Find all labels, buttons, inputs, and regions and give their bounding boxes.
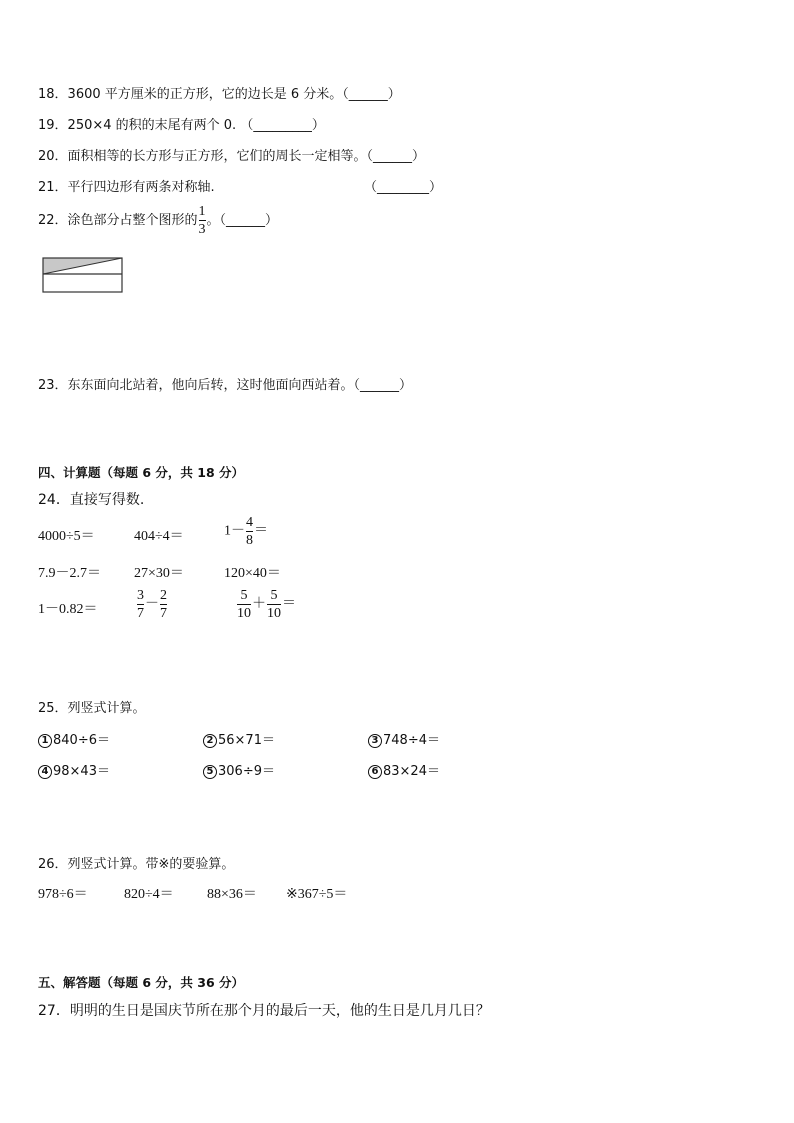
fraction-denominator: 10 xyxy=(267,606,281,621)
calc-24-8-operator: － xyxy=(145,596,159,612)
section-4-title: 四、计算题（每题 6 分，共 18 分） xyxy=(38,465,245,480)
question-22-prefix: 22．涂色部分占整个图形的 xyxy=(38,213,198,228)
fraction-numerator: 4 xyxy=(246,515,253,530)
question-24-title: 24．直接写得数. xyxy=(38,492,145,508)
calc-24-3-fraction xyxy=(246,515,253,548)
calc-24-1: 4000÷5＝ xyxy=(38,529,95,544)
calc-24-9-fraction-b xyxy=(267,588,281,621)
circled-number-4: 4 xyxy=(38,765,52,779)
calc-24-3-equals: ＝ xyxy=(254,523,268,539)
calc-25-expr: 748÷4＝ xyxy=(383,733,440,748)
question-21-blank: （________） xyxy=(364,180,443,195)
calc-24-9-operator: ＋ xyxy=(252,596,266,612)
circled-number-6: 6 xyxy=(368,765,382,779)
calc-26-3: 88×36＝ xyxy=(207,887,257,902)
calc-25-item xyxy=(38,760,110,779)
shaded-rectangle-figure xyxy=(42,257,124,294)
question-23: 23．东东面向北站着，他向后转，这时他面向西站着。（______） xyxy=(38,378,413,393)
question-25-title: 25．列竖式计算。 xyxy=(38,701,146,716)
calc-24-7: 1－0.82＝ xyxy=(38,602,98,617)
calc-25-expr: 98×43＝ xyxy=(53,764,110,779)
calc-25-item xyxy=(368,729,440,748)
calc-24-2: 404÷4＝ xyxy=(134,529,184,544)
fraction-numerator: 2 xyxy=(160,588,167,603)
question-22 xyxy=(38,204,278,237)
calc-24-9-equals: ＝ xyxy=(282,596,296,612)
question-19: 19．250×4 的积的末尾有两个 0. （_________） xyxy=(38,118,325,133)
fraction-denominator: 7 xyxy=(160,606,167,621)
section-5-title: 五、解答题（每题 6 分，共 36 分） xyxy=(38,975,245,990)
calc-25-expr: 83×24＝ xyxy=(383,764,440,779)
calc-25-expr: 306÷9＝ xyxy=(218,764,275,779)
question-26-title: 26．列竖式计算。带※的要验算。 xyxy=(38,857,235,872)
circled-number-2: 2 xyxy=(203,734,217,748)
calc-25-item xyxy=(203,760,275,779)
calc-26-2: 820÷4＝ xyxy=(124,887,174,902)
circled-number-1: 1 xyxy=(38,734,52,748)
fraction-denominator: 10 xyxy=(237,606,251,621)
question-18: 18．3600 平方厘米的正方形，它的边长是 6 分米。（______） xyxy=(38,87,401,102)
fraction-numerator: 1 xyxy=(198,204,206,219)
calc-24-8 xyxy=(136,588,168,621)
calc-24-5: 27×30＝ xyxy=(134,566,184,581)
calc-25-expr: 840÷6＝ xyxy=(53,733,110,748)
calc-24-6: 120×40＝ xyxy=(224,566,281,581)
question-21: 21．平行四边形有两条对称轴. xyxy=(38,180,215,195)
circled-number-5: 5 xyxy=(203,765,217,779)
fraction-numerator: 3 xyxy=(137,588,144,603)
calc-24-8-fraction-b xyxy=(160,588,167,621)
fraction-numerator: 5 xyxy=(270,588,278,603)
calc-25-item xyxy=(38,729,110,748)
calc-24-3-prefix: 1－ xyxy=(224,523,245,539)
calc-24-8-fraction-a xyxy=(137,588,144,621)
fraction-denominator: 7 xyxy=(137,606,144,621)
calc-25-expr: 56×71＝ xyxy=(218,733,275,748)
question-27: 27．明明的生日是国庆节所在那个月的最后一天，他的生日是几月几日？ xyxy=(38,1003,490,1019)
question-22-fraction xyxy=(199,204,206,237)
question-20: 20．面积相等的长方形与正方形，它们的周长一定相等。（______） xyxy=(38,149,426,164)
calc-25-item xyxy=(203,729,275,748)
fraction-denominator: 8 xyxy=(246,533,253,548)
calc-26-4: ※367÷5＝ xyxy=(286,887,348,902)
question-22-suffix: 。（______） xyxy=(206,213,279,228)
calc-25-item xyxy=(368,760,440,779)
fraction-denominator: 3 xyxy=(198,222,206,237)
fraction-numerator: 5 xyxy=(240,588,248,603)
calc-24-9 xyxy=(236,588,296,621)
calc-26-1: 978÷6＝ xyxy=(38,887,88,902)
calc-24-9-fraction-a xyxy=(237,588,251,621)
calc-24-4: 7.9－2.7＝ xyxy=(38,566,101,581)
circled-number-3: 3 xyxy=(368,734,382,748)
calc-24-3 xyxy=(224,515,268,548)
